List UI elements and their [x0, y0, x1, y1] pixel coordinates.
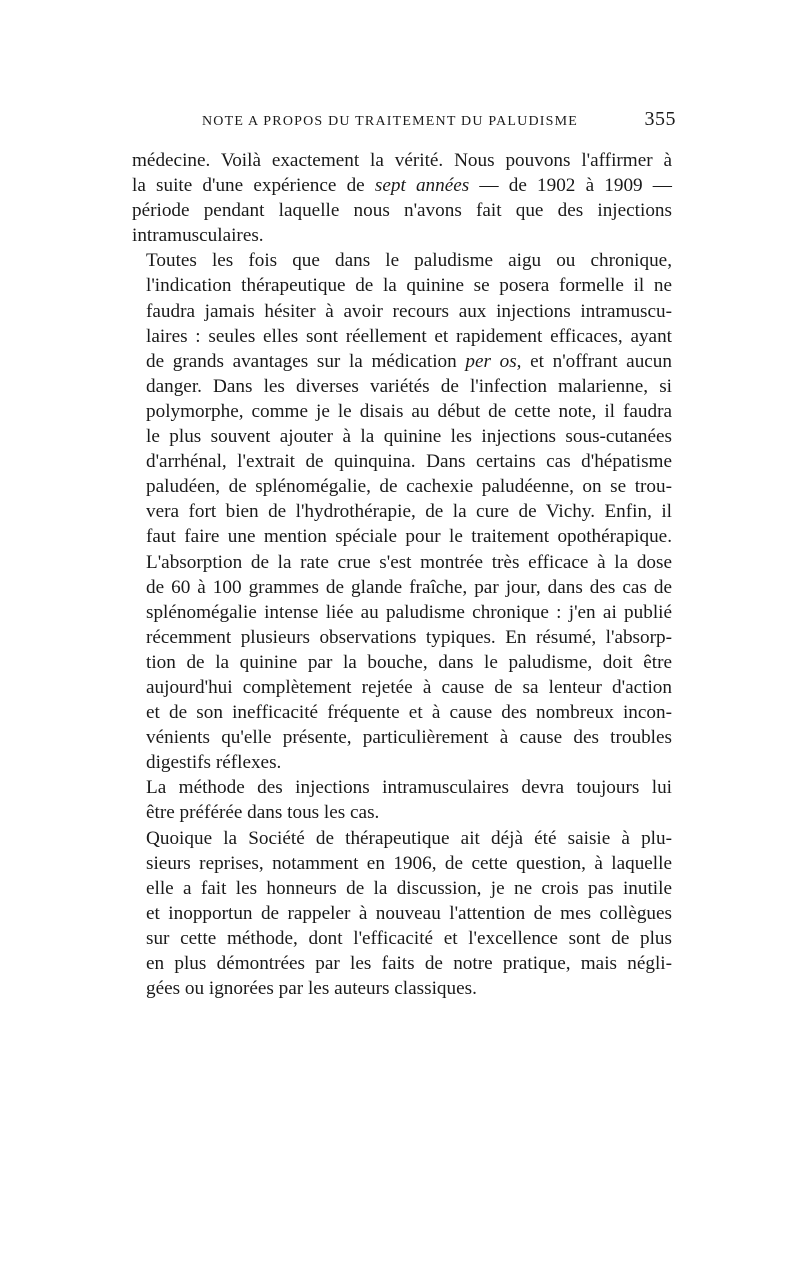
text-line: laires : seules elles sont réellement et rapidement efficaces, ayant — [146, 325, 672, 347]
text-line: L'absorption de la rate crue s'est montrée très efficace à la dose — [146, 551, 672, 573]
text-line: digestifs réflexes. — [146, 752, 282, 774]
text-line: elle a fait les honneurs de la discussion, je ne crois pas inutile — [146, 877, 672, 899]
text-line: Quoique la Société de thérapeutique ait déjà été saisie à plu- — [146, 827, 672, 849]
body-text — [132, 148, 672, 1001]
page-number: 355 — [644, 108, 676, 130]
text-line: tion de la quinine par la bouche, dans le paludisme, doit être — [146, 651, 672, 673]
text-line: et inopportun de rappeler à nouveau l'attention de mes collègues — [146, 902, 672, 924]
running-title: NOTE A PROPOS DU TRAITEMENT DU PALUDISME — [202, 114, 579, 129]
text-line: sieurs reprises, notamment en 1906, de cette question, à laquelle — [146, 852, 672, 874]
paragraph — [132, 148, 672, 248]
text-line: paludéen, de splénomégalie, de cachexie paludéenne, on se trou- — [146, 476, 672, 498]
text-line: gées ou ignorées par les auteurs classiques. — [146, 978, 477, 1000]
text-line: de 60 à 100 grammes de glande fraîche, par jour, dans des cas de — [146, 576, 672, 598]
text-line: vénients qu'elle présente, particulièrement à cause des troubles — [146, 727, 672, 749]
text-line: période pendant laquelle nous n'avons fait que des injections — [132, 200, 672, 222]
paragraph — [132, 248, 672, 775]
text-line: polymorphe, comme je le disais au début de cette note, il faudra — [146, 400, 672, 422]
text-line: Toutes les fois que dans le paludisme aigu ou chronique, — [146, 250, 672, 272]
text-line: splénomégalie intense liée au paludisme chronique : j'en ai publié — [146, 601, 672, 623]
text-line: et de son inefficacité fréquente et à cause des nombreux incon- — [146, 702, 672, 724]
text-line: danger. Dans les diverses variétés de l'infection malarienne, si — [146, 375, 672, 397]
running-head — [132, 108, 676, 138]
text-line: de grands avantages sur la médication per os, et n'offrant aucun — [146, 350, 672, 372]
text-line: La méthode des injections intramusculaires devra toujours lui — [146, 777, 672, 799]
paragraph — [132, 826, 672, 1002]
text-line: sur cette méthode, dont l'efficacité et l'excellence sont de plus — [146, 927, 672, 949]
text-line: être préférée dans tous les cas. — [146, 802, 380, 824]
page — [132, 108, 676, 1001]
text-line: l'indication thérapeutique de la quinine se posera formelle il ne — [146, 275, 672, 297]
text-line: faudra jamais hésiter à avoir recours aux injections intramuscu- — [146, 300, 672, 322]
text-line: faut faire une mention spéciale pour le traitement opothérapique. — [146, 526, 672, 548]
text-line: intramusculaires. — [132, 225, 264, 247]
text-line: médecine. Voilà exactement la vérité. Nous pouvons l'affirmer à — [132, 150, 672, 171]
paragraph — [132, 775, 672, 825]
text-line: aujourd'hui complètement rejetée à cause de sa lenteur d'action — [146, 676, 672, 698]
text-line: récemment plusieurs observations typiques. En résumé, l'absorp- — [146, 626, 672, 648]
text-line: en plus démontrées par les faits de notre pratique, mais négli- — [146, 953, 672, 974]
text-line: d'arrhénal, l'extrait de quinquina. Dans certains cas d'hépatisme — [146, 451, 672, 473]
text-line: la suite d'une expérience de sept années — de 1902 à 1909 — — [132, 175, 672, 197]
text-line: le plus souvent ajouter à la quinine les injections sous-cutanées — [146, 426, 672, 448]
text-line: vera fort bien de l'hydrothérapie, de la cure de Vichy. Enfin, il — [146, 501, 672, 523]
